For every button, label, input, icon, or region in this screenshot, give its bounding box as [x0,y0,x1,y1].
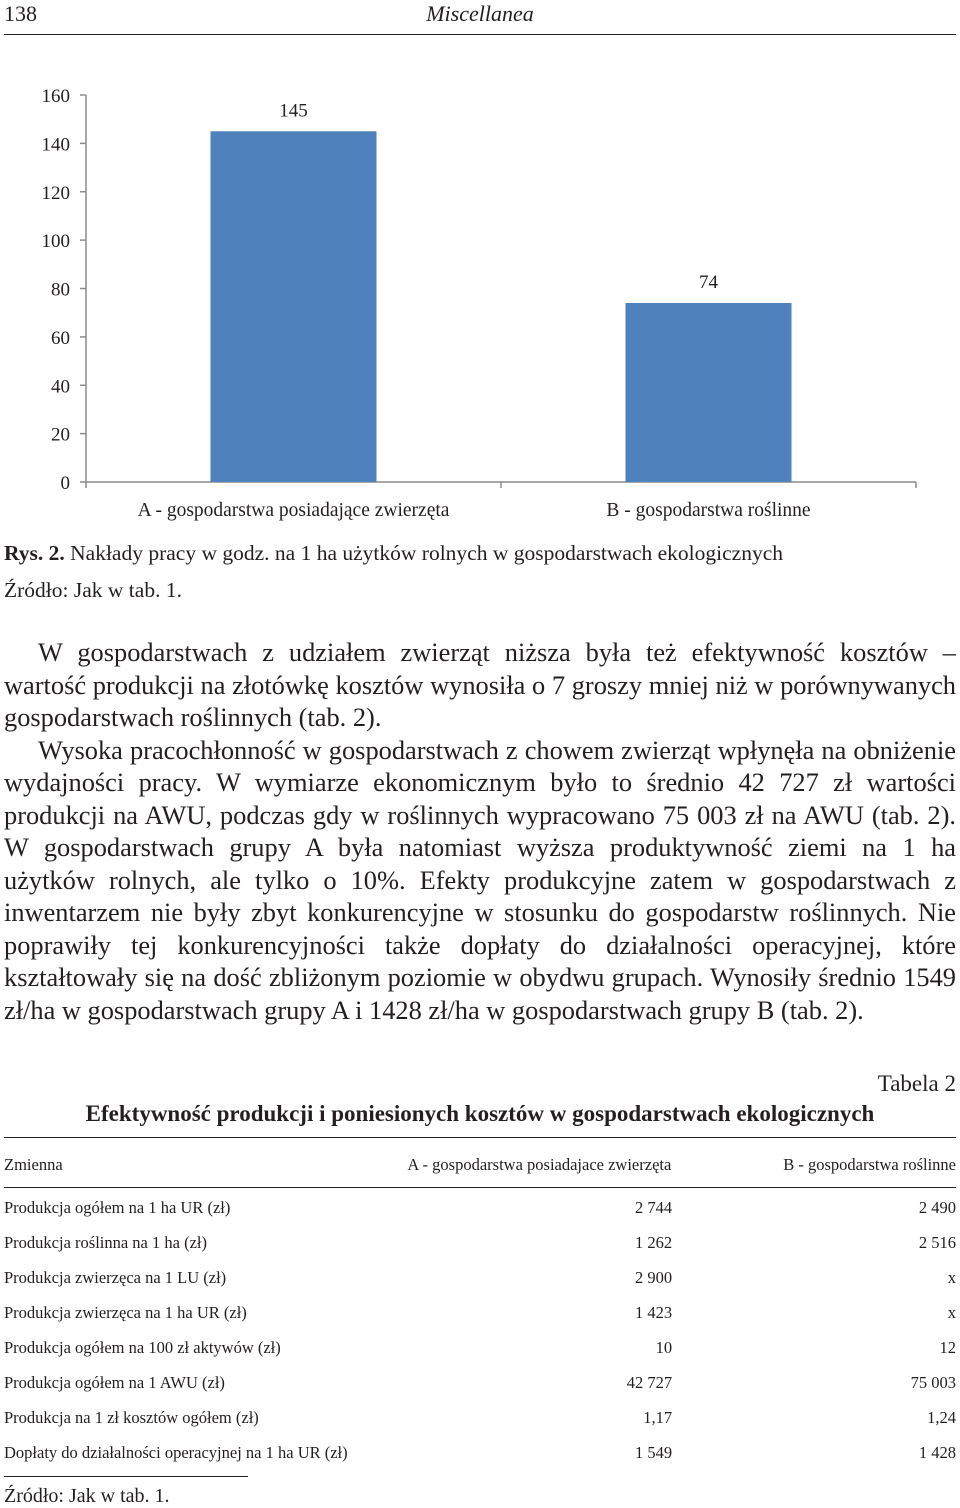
page-number: 138 [4,1,37,26]
row-label: Dopłaty do działalności operacyjnej na 1 ha UR (zł) [4,1442,348,1462]
table-top-rule [4,1137,956,1138]
value-a: 1,17 [643,1407,673,1427]
row-label: Produkcja ogółem na 1 ha UR (zł) [4,1197,231,1217]
table-source: Źródło: Jak w tab. 1. [4,1485,170,1507]
value-b: 1,24 [927,1407,956,1427]
row-label: Produkcja ogółem na 100 zł aktywów (zł) [4,1337,281,1357]
row-label: Produkcja zwierzęca na 1 ha UR (zł) [4,1302,247,1322]
column-header: A - gospodarstwa posiadajace zwierzęta [407,1155,672,1174]
figure-id: Rys. 2. [4,541,65,565]
value-a: 2 900 [635,1267,673,1287]
paragraph: Wysoka pracochłonność w gospodarstwach z chowem zwierząt wpłynęła na obniżenie wydajności pracy. W wymiarze ekonomicznym było to średnio 42 727 zł wartości produkcji na AWU, podczas gdy w roślinnych wypracowano 75 003 zł na AWU (tab. 2). W gospodarstwach grupy A była natomiast wyższa produktywność ziemi na 1 ha użytków rolnych, ale tylko o 10%. Efekty produkcyjne zatem w gospodarstwach z inwentarzem nie były zbyt konkurencyjne w stosunku do gospodarstw roślinnych. Nie poprawiły tej konkurencyjności także dopłaty do działalności operacyjnej, które kształtowały się na dość zbliżonym poziomie w obydwu grupach. Wynosiły średnio 1549 zł/ha w gospodarstwach grupy A i 1428 zł/ha w gospodarstwach grupy B (tab. 2). [4,734,956,1025]
figure-caption-text: Nakłady pracy w godz. na 1 ha użytków rolnych w gospodarstwach ekologicznych [64,541,784,565]
value-a: 10 [655,1337,673,1357]
category-label: B - gospodarstwa roślinne [606,500,811,521]
value-a: 1 423 [635,1302,673,1322]
table-row [4,1365,956,1400]
y-tick-label: 40 [51,376,70,398]
row-label: Produkcja ogółem na 1 AWU (zł) [4,1372,225,1392]
data-table [4,1146,956,1470]
value-b: x [947,1267,956,1287]
value-b: 12 [939,1337,956,1357]
value-b: 1 428 [918,1442,956,1462]
y-tick-label: 160 [41,86,70,107]
paragraph: W gospodarstwach z udziałem zwierząt niższa była też efektywność kosztów – wartość produkcji na złotówkę kosztów wynosiła o 7 groszy mniej niż w porównywanych gospodarstwach roślinnych (tab. 2). [4,637,956,732]
bar-chart [0,70,960,532]
y-tick-label: 100 [41,231,70,253]
column-header: B - gospodarstwa roślinne [783,1155,956,1174]
bar [626,303,792,482]
table-row [4,1435,956,1470]
table-label: Tabela 2 [877,1071,956,1096]
value-b: 2 516 [918,1232,956,1252]
value-b: x [947,1302,956,1322]
value-a: 42 727 [626,1372,673,1392]
table-row [4,1225,956,1260]
table-row [4,1184,956,1225]
category-label: A - gospodarstwa posiadające zwierzęta [137,500,450,521]
y-tick-label: 80 [51,279,70,301]
row-label: Produkcja zwierzęca na 1 LU (zł) [4,1267,227,1287]
value-a: 1 549 [635,1442,673,1462]
data-label: 145 [279,100,308,122]
table-row [4,1260,956,1295]
page-header [0,0,960,36]
table-row [4,1400,956,1435]
bar [211,131,377,482]
figure-source: Źródło: Jak w tab. 1. [4,578,182,602]
table-header-row [4,1146,956,1184]
value-a: 1 262 [635,1232,673,1252]
figure-caption [4,541,783,566]
row-label: Produkcja roślinna na 1 ha (zł) [4,1232,207,1252]
column-header: Zmienna [4,1155,63,1174]
value-b: 75 003 [910,1372,956,1392]
body-text [4,636,956,1026]
table-row [4,1295,956,1330]
header-rule [4,34,956,35]
y-tick-label: 0 [60,473,70,494]
row-label: Produkcja na 1 zł kosztów ogółem (zł) [4,1407,259,1427]
running-title: Miscellanea [426,1,534,26]
y-tick-label: 60 [51,327,70,349]
value-b: 2 490 [918,1197,956,1217]
y-tick-label: 140 [41,134,70,156]
y-tick-label: 120 [41,182,70,204]
table-foot-rule [4,1476,248,1477]
data-label: 74 [699,272,718,294]
table-title: Efektywność produkcji i poniesionych kosztów w gospodarstwach ekologicznych [85,1101,875,1126]
y-tick-label: 20 [51,424,70,446]
table-row [4,1330,956,1365]
value-a: 2 744 [635,1197,673,1217]
